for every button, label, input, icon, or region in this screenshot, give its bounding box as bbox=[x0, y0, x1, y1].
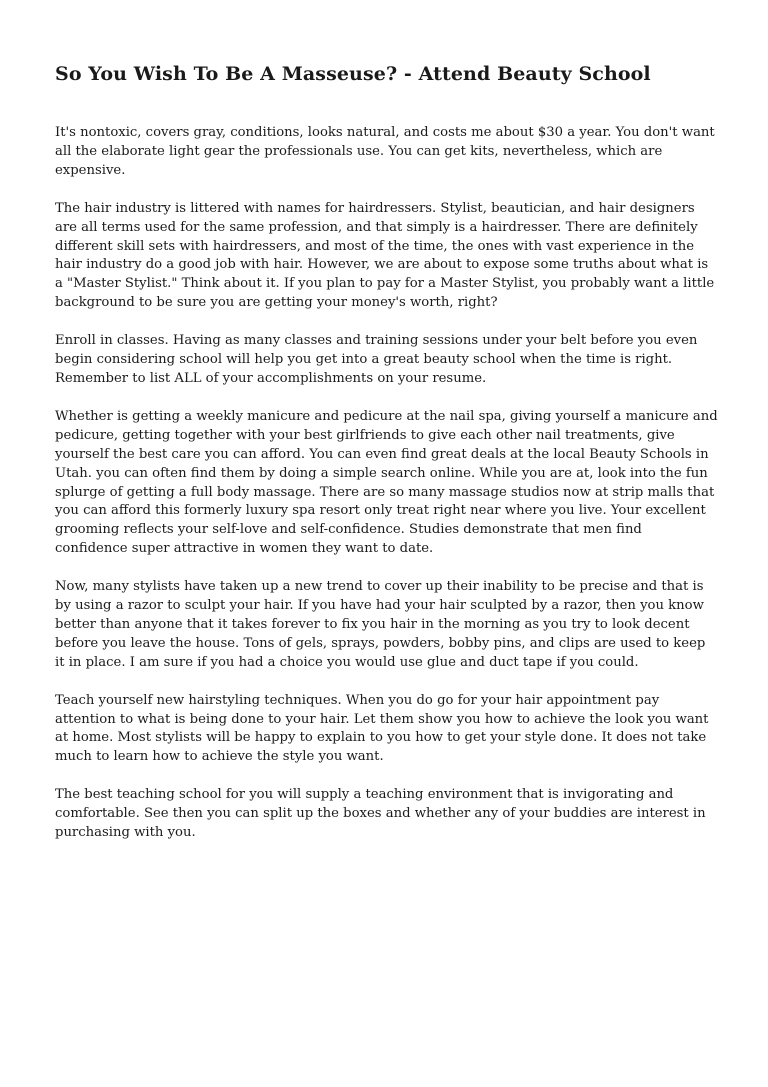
document-title: So You Wish To Be A Masseuse? - Attend Beauty School bbox=[55, 63, 651, 85]
document-body bbox=[55, 124, 718, 843]
paragraph-7: The best teaching school for you will supply a teaching environment that is invigorating and comfortable. See then you can split up the boxes and whether any of your buddies are interest in purchasing with you. bbox=[55, 787, 706, 841]
paragraph-5: Now, many stylists have taken up a new trend to cover up their inability to be precise and that is by using a razor to sculpt your hair. If you have had your hair sculpted by a razor, then you know better than anyone that it takes forever to fix you hair in the morning as you try to look decent before you leave the house. Tons of gels, sprays, powders, bobby pins, and clips are used to keep it in place. I am sure if you had a choice you would use glue and duct tape if you could. bbox=[55, 579, 706, 670]
paragraph-6: Teach yourself new hairstyling techniques. When you do go for your hair appointment pay attention to what is being done to your hair. Let them show you how to achieve the look you want at home. Most stylists will be happy to explain to you how to get your style done. It does not take much to learn how to achieve the style you want. bbox=[55, 692, 709, 765]
paragraph-1: It's nontoxic, covers gray, conditions, looks natural, and costs me about $30 a year. You don't want all the elaborate light gear the professionals use. You can get kits, nevertheless, which are expensive. bbox=[55, 125, 715, 178]
paragraph-2: The hair industry is littered with names for hairdressers. Stylist, beautician, and hair designers are all terms used for the same profession, and that simply is a hairdresser. There are definitely different skill sets with hairdressers, and most of the time, the ones with vast experience in the hair industry do a good job with hair. However, we are about to expose some truths about what is a "Master Stylist." Think about it. If you plan to pay for a Master Stylist, you probably want a little background to be sure you are getting your money's worth, right? bbox=[55, 200, 715, 311]
paragraph-3: Enroll in classes. Having as many classes and training sessions under your belt before you even begin considering school will help you get into a great beauty school when the time is right. Remember to list ALL of your accomplishments on your resume. bbox=[55, 333, 698, 386]
paragraph-4: Whether is getting a weekly manicure and pedicure at the nail spa, giving yourself a manicure and pedicure, getting together with your best girlfriends to give each other nail treatments, give yourself the best care you can afford. You can even find great deals at the local Beauty Schools in Utah. you can often find them by doing a simple search online. While you are at, look into the fun splurge of getting a full body massage. There are so many massage studios now at strip malls that you can afford this formerly luxury spa resort only treat right near where you live. Your excellent grooming reflects your self-love and self-confidence. Studies demonstrate that men find confidence super attractive in women they want to date. bbox=[55, 408, 718, 557]
